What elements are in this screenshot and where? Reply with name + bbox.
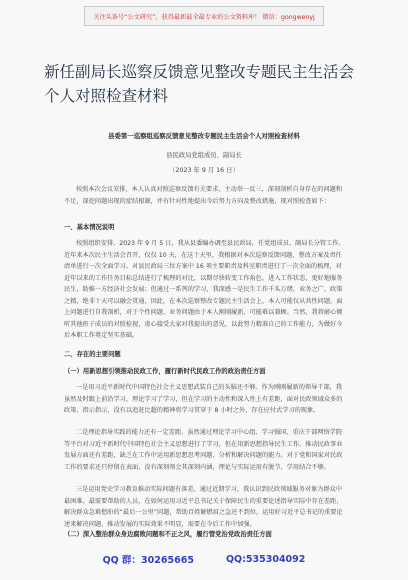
qq-group-number: QQ 群：30265665	[102, 555, 194, 566]
section-2-subheading-1: （一）用新思想引领推动民政工作，履行新时代民政工作的政治责任方面	[64, 368, 266, 375]
promo-banner-text: 关注头条号“公文研究”，获得最新最全最专业的公文资料库！ 微信：gongwenyj	[93, 13, 315, 21]
document-title: 新任副局长巡察反馈意见整改专题民主生活会个人对照检查材料	[44, 63, 355, 105]
contact-footer	[0, 548, 408, 570]
section-2-paragraph-3: 三是运用党史学习教育推动实际问题有落差。通过近期学习，我认识到民政领域服务对象为群众中最困难、最需要帮助的人员，在如何运用习近平总书记关于保障民生的重要论述指导实际中存在差距，解决群众急难愁盼的“最后一公里”问题，帮助百姓解燃眉之急还不到位，运用好习近平总书记的重要论述来解决问题、推动发展的实际效果不明显，需要在今后工作中加强。	[64, 486, 343, 528]
document-date: （2023 年 9 月 16 日）	[169, 167, 239, 174]
section-2-subheading-2: （二）深入整治群众身边腐败问题和不正之风，履行管党治党政治责任方面	[64, 531, 272, 538]
section-1-heading: 一、基本情况说明	[64, 224, 115, 231]
document-author: 县民政局党组成员、副局长	[166, 152, 242, 159]
intro-paragraph: 按照本次会议安排，本人认真对照巡察反馈有关要求，主动举一反三，深刻剖析自身存在的问题和不足，深挖问题出现的症结根源，并有针对性地提出今后努力方向及整改措施，现对照检查如下：	[64, 186, 343, 205]
section-2-paragraph-1: 一是用习近平新时代中国特色社会主义思想武装自己的头脑还不够。作为刚刚履新的领导干部，我虽然及时跟上前沿学习，理论学习了学习，但在学习的主动性和深入性上有差距，面对民政领域众多的政策、指示指示，没有以追赶比超的精神将学习贯穿于 8 小时之外，存在应付式学习的现象。	[64, 384, 343, 414]
promo-banner[interactable]	[84, 6, 324, 26]
section-2-heading: 二、存在的主要问题	[64, 351, 121, 358]
qq-number: QQ:535304092	[225, 553, 306, 565]
section-1-paragraph: 按照组织安排，2023 年 9 月 5 日，我从县委编办调至县民政局，任党组成员、副局长分管工作。近年来本次民主生活会召开，仅仅 10 天，在这十天里，我根据对本次巡察反馈问题、整改方案及责任清单进行一次全面学习。对县民政局三位方案中 16 项主要职责及科室职责进行了一次全面的梳理，对近年以来的工作任务目标总结进行了梳理的对比，以期尽快转变工作角色，进入工作状态，更好地服务民生，助推一方经济社会发展；但通过一系列的学习，我深感一是民生工作千头万绪，业务之广，政策之精，绝非十天可以融会贯通，因此，在本次巡察整改专题民主生活会上，本人可能仅从共性问题，面上问题进行自我剖析，对于个性问题、业务问题由于本人刚刚履新，可能难以兼顾。当然，我将耐心倾听其他班子成员的对照检视，虚心接受大家对我提出的意见，以此努力精准自己的工作能力，为做好今后本职工作奠定坚实基础。	[64, 240, 345, 339]
section-2-paragraph-2: 二是理论指导实践的能力还有一定差距。虽然通过理论学习中心组、学习强国、重庆干部网络学院等平台对习近平新时代中国特色社会主义思想进行了学习，但在用新思想指导民生工作、推动民政事业发展方面还有差距，缺乏在工作中运用新思想思考问题、分析和解决问题的能力。对于党和国家对民政工作的要求还只停留在表面，没有深刻领会其深刻内涵，理论与实际运用有脱节，学用结合不够。	[64, 429, 343, 471]
document-subtitle: 县委第一巡察组巡察反馈意见整改专题民主生活会个人对照检查材料	[108, 132, 300, 140]
